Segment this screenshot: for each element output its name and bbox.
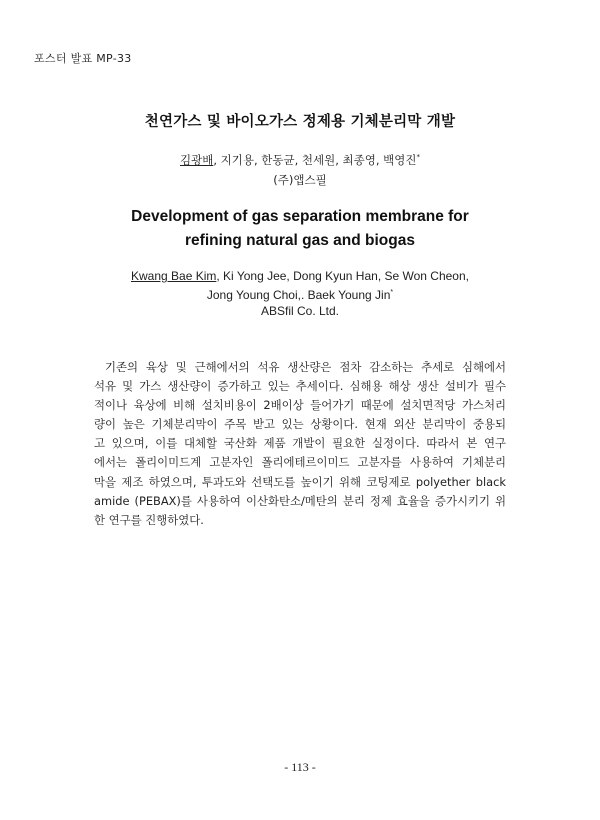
english-title-line-2: refining natural gas and biogas bbox=[185, 232, 415, 249]
abstract-line: 량이 높은 기체분리막이 주목 받고 있는 상황이다. 현재 외산 분리막이 중용되 bbox=[94, 417, 506, 432]
abstract-line: 한 연구를 진행하였다. bbox=[94, 512, 204, 527]
korean-other-authors: , 지기용, 한동균, 천세원, 최종영, 백영진 bbox=[213, 153, 417, 167]
english-authors-line-1 bbox=[0, 267, 600, 286]
korean-corresponding-mark: * bbox=[416, 153, 421, 162]
korean-authors bbox=[0, 152, 600, 168]
abstract-body bbox=[94, 358, 506, 530]
page-number: - 113 - bbox=[284, 760, 316, 774]
abstract-line: 막을 제조 하였으며, 투과도와 선택도를 높이기 위해 코팅제로 polyether black bbox=[94, 474, 506, 489]
english-affiliation: ABSfil Co. Ltd. bbox=[260, 304, 340, 318]
session-label: 포스터 발표 MP-33 bbox=[34, 52, 132, 65]
english-authors-line-2-text: Jong Young Choi,. Baek Young Jin bbox=[206, 288, 391, 302]
english-title bbox=[0, 205, 600, 253]
english-corresponding-mark: * bbox=[390, 289, 394, 296]
english-authors bbox=[0, 267, 600, 305]
english-authors-line-2 bbox=[0, 286, 600, 305]
korean-title: 천연가스 및 바이오가스 정제용 기체분리막 개발 bbox=[144, 114, 456, 130]
english-authors-rest: , Ki Yong Jee, Dong Kyun Han, Se Won Cheon, bbox=[216, 269, 469, 283]
abstract-line: amide (PEBAX)를 사용하여 이산화탄소/메탄의 분리 정제 효율을 증가시키기 위 bbox=[94, 493, 506, 508]
korean-affiliation: (주)앱스필 bbox=[273, 173, 327, 187]
abstract-line: 에서는 폴리이미드계 고분자인 폴리에테르이미드 고분자를 사용하여 기체분리 bbox=[94, 455, 506, 470]
english-presenting-author: Kwang Bae Kim bbox=[130, 269, 217, 283]
abstract-line: 기존의 육상 및 근해에서의 석유 생산량은 점차 감소하는 추세로 심해에서 bbox=[105, 360, 506, 374]
korean-presenting-author: 김광배 bbox=[179, 153, 214, 167]
abstract-line: 적이나 육상에 비해 설치비용이 2배이상 들어가기 때문에 설치면적당 가스처리 bbox=[94, 398, 506, 413]
abstract-line: 석유 및 가스 생산량이 증가하고 있는 추세이다. 심해용 해상 생산 설비가 필수 bbox=[94, 379, 506, 394]
english-title-line-1: Development of gas separation membrane for bbox=[131, 208, 469, 225]
abstract-line: 고 있으며, 이를 대체할 국산화 제품 개발이 필요한 실정이다. 따라서 본 연구 bbox=[94, 436, 506, 451]
